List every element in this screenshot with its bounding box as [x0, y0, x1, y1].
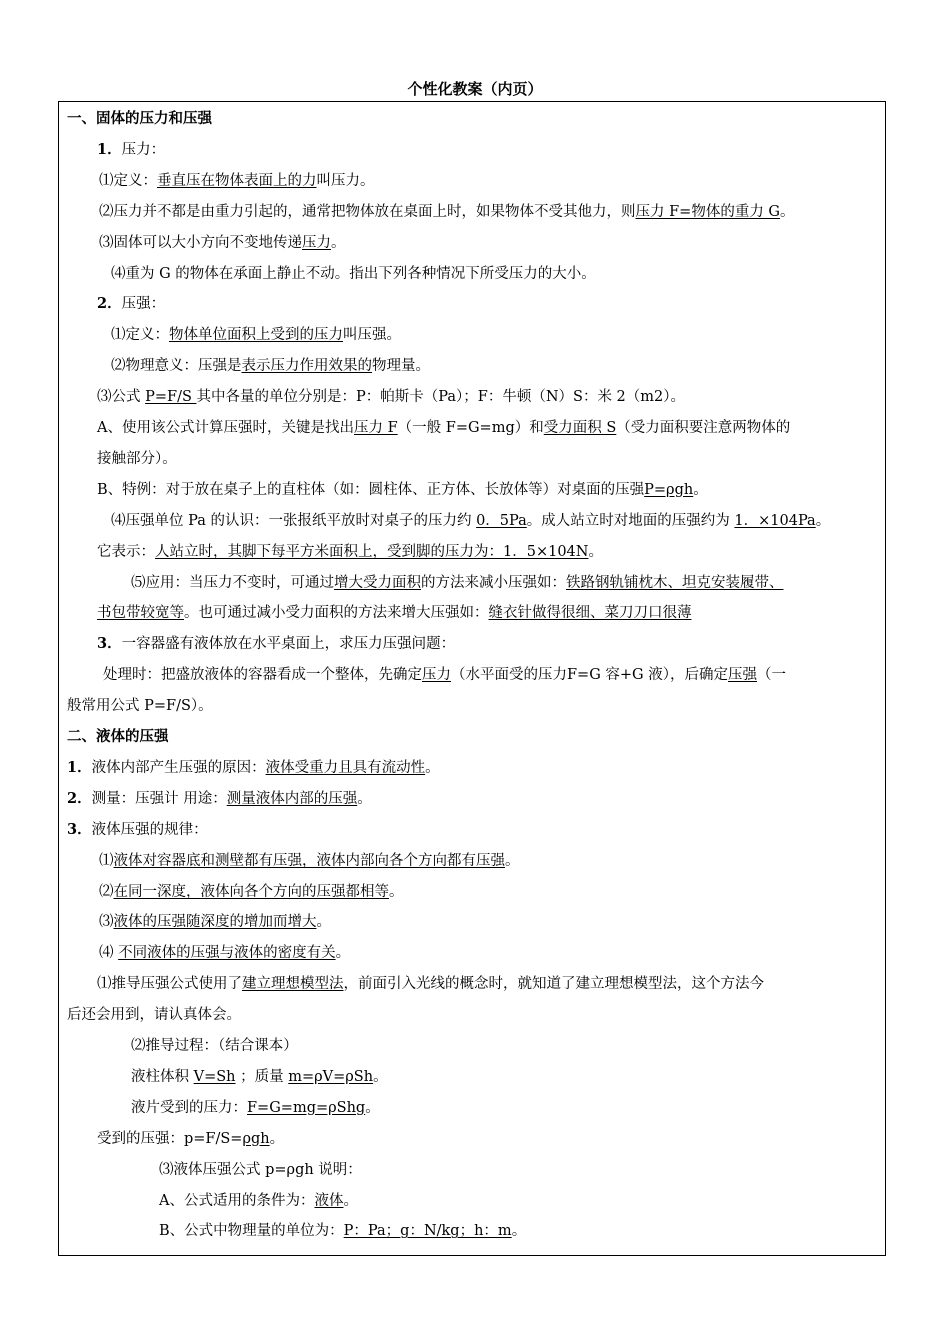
text-segment: 接触部分）。: [97, 450, 177, 467]
underlined-answer: m=ρV=ρSh: [288, 1068, 374, 1085]
page-title: 个性化教案（内页）: [407, 80, 543, 98]
text-segment: B、公式中物理量的单位为：: [159, 1223, 344, 1240]
text-line: [99, 201, 875, 223]
text-line: [67, 819, 875, 841]
text-segment: （一般 F=G=mg）和: [397, 420, 544, 436]
underlined-answer: P：Pa；g：N/kg；h：m: [343, 1223, 512, 1240]
text-line: [131, 1097, 875, 1119]
underlined-answer: 受力面积 S: [543, 420, 617, 436]
text-line: [67, 788, 875, 810]
text-segment: 测量：压强计 用途：: [91, 790, 227, 807]
text-segment: ⑴定义：: [111, 327, 169, 344]
text-segment: 的方法来减小压强如：: [421, 574, 566, 591]
text-line: [97, 1128, 875, 1150]
underlined-answer: 增大受力面积: [334, 574, 421, 591]
underlined-answer: P=F/S: [145, 389, 197, 406]
text-line: [111, 510, 875, 532]
text-segment: ⑵压力并不都是由重力引起的，通常把物体放在桌面上时，如果物体不受其他力，则: [99, 203, 636, 220]
underlined-answer: 0．5Pa: [476, 512, 527, 529]
underlined-answer: 人站立时，其脚下每平方米面积上，受到脚的压力为：1．5×104N: [155, 543, 589, 560]
text-segment: 。成人站立时对地面的压强约为: [526, 512, 735, 529]
text-line: [99, 850, 875, 872]
section-heading: [67, 108, 875, 130]
text-segment: ⑴推导压强公式使用了: [97, 976, 242, 993]
text-line: [131, 1066, 875, 1088]
text-segment: 后还会用到，请认真体会。: [67, 1007, 241, 1024]
text-line: [67, 1004, 875, 1026]
text-segment: 其中各量的单位分别是：P：帕斯卡（Pa）；F：牛顿（N）S：米 2（m2）。: [196, 389, 686, 406]
text-line: [159, 1190, 875, 1212]
text-segment: 物理量。: [372, 358, 430, 375]
text-segment: 叫压强。: [343, 327, 401, 344]
text-segment: 。: [588, 543, 603, 560]
text-line: [97, 386, 875, 408]
underlined-answer: 液体: [314, 1192, 344, 1209]
underlined-answer: 液体的压强随深度的增加而增大: [113, 914, 317, 931]
text-segment: 。: [693, 481, 708, 498]
text-line: [111, 324, 875, 346]
text-line: [99, 942, 875, 964]
section-heading: [67, 726, 875, 748]
text-line: [97, 417, 875, 439]
text-segment: 处理时：把盛放液体的容器看成一个整体，先确定: [103, 667, 422, 684]
text-segment: 。: [357, 790, 372, 807]
text-segment: 。: [511, 1223, 527, 1240]
text-line: [67, 695, 875, 717]
text-line: [99, 170, 875, 192]
underlined-answer: 压力 F=物体的重力 G: [635, 203, 781, 220]
text-segment: ⑴定义：: [99, 172, 157, 189]
underlined-answer: 压力: [422, 667, 451, 684]
text-line: [97, 139, 875, 161]
text-segment: 2．: [97, 295, 122, 313]
text-segment: 液柱体积: [131, 1068, 194, 1085]
text-segment: （一: [757, 667, 786, 684]
text-segment: 一、固体的压力和压强: [67, 110, 212, 127]
underlined-answer: ρgh: [242, 1130, 270, 1147]
text-segment: ⑴: [99, 852, 114, 869]
text-segment: （受力面积要注意两物体的: [616, 420, 791, 436]
text-line: [131, 572, 875, 594]
text-segment: ⑵物理意义：压强是: [111, 358, 242, 375]
text-line: [159, 1159, 875, 1181]
text-segment: B、特例：对于放在桌子上的直柱体（如：圆柱体、正方体、长放体等）对桌面的压强: [97, 481, 645, 498]
underlined-answer: 液体受重力且具有流动性: [265, 759, 426, 776]
text-line: [97, 541, 875, 563]
text-line: [97, 973, 875, 995]
text-segment: ⑶: [99, 914, 114, 931]
text-segment: 叫压力。: [316, 172, 375, 189]
underlined-answer: 建立理想模型法: [242, 976, 344, 993]
text-segment: 二、液体的压强: [67, 728, 169, 745]
text-segment: 它表示：: [97, 543, 155, 560]
text-line: [159, 1220, 875, 1242]
text-segment: A、使用该公式计算压强时，关键是找出: [97, 420, 354, 436]
text-segment: ，前面引入光线的概念时，就知道了建立理想模型法，这个方法今: [343, 976, 764, 993]
underlined-answer: 书包带较宽等: [97, 605, 184, 622]
underlined-answer: F=G=mg=ρShg: [247, 1099, 366, 1116]
text-segment: 。: [425, 759, 440, 776]
text-segment: 。: [365, 1099, 380, 1116]
text-line: [97, 448, 875, 470]
text-segment: ⑵推导过程：（结合课本）: [131, 1038, 298, 1054]
underlined-answer: 垂直压在物体表面上的力: [157, 172, 317, 189]
text-segment: 。: [269, 1130, 285, 1147]
text-line: [103, 664, 875, 686]
text-segment: 。也可通过减小受力面积的方法来增大压强如：: [184, 605, 489, 622]
text-segment: ⑷压强单位 Pa 的认识：一张报纸平放时对桌子的压力约: [111, 512, 477, 529]
text-line: [97, 633, 875, 655]
underlined-answer: 表示压力作用效果的: [241, 358, 372, 375]
text-line: [99, 911, 875, 933]
text-segment: 1．: [97, 140, 122, 158]
text-segment: ⑷重为 G 的物体在承面上静止不动。指出下列各种情况下所受压力的大小。: [111, 265, 596, 282]
text-segment: 。: [331, 234, 346, 251]
text-segment: 3．: [67, 820, 92, 838]
text-line: [131, 1035, 875, 1057]
underlined-answer: 压力 F: [353, 420, 398, 436]
text-segment: ⑶液体压强公式 p=ρgh 说明：: [159, 1161, 362, 1178]
text-segment: ；质量: [235, 1068, 289, 1085]
text-segment: 。: [343, 1192, 358, 1209]
text-segment: 。: [389, 883, 404, 900]
underlined-answer: 在同一深度，液体向各个方向的压强都相等: [113, 883, 389, 900]
text-segment: 液片受到的压力：: [131, 1099, 247, 1116]
text-segment: 液体内部产生压强的原因：: [91, 759, 266, 776]
underlined-answer: 液体对容器底和测壁都有压强，液体内部向各个方向都有压强: [113, 852, 505, 869]
text-segment: 般常用公式 P=F/S）。: [67, 698, 213, 715]
text-segment: 2．: [67, 789, 92, 807]
text-line: [97, 479, 875, 501]
text-segment: 3．: [97, 635, 122, 653]
text-segment: ⑸应用：当压力不变时，可通过: [131, 574, 334, 591]
text-segment: ⑵: [99, 883, 114, 900]
text-segment: 。: [316, 914, 331, 931]
text-segment: 。: [815, 512, 831, 529]
underlined-answer: 1．×104Pa: [734, 512, 816, 529]
text-segment: 1．: [67, 758, 92, 776]
text-line: [99, 232, 875, 254]
text-segment: 受到的压强：p=F/S=: [97, 1130, 243, 1147]
text-segment: 。: [335, 945, 351, 962]
underlined-answer: 物体单位面积上受到的压力: [169, 327, 343, 344]
underlined-answer: P=ρgh: [644, 481, 694, 498]
text-line: [97, 293, 875, 315]
text-line: [99, 881, 875, 903]
text-segment: 。: [505, 852, 520, 869]
text-segment: 压强：: [121, 296, 166, 313]
text-line: [97, 602, 875, 624]
text-segment: （水平面受的压力F=G 容+G 液），后确定: [451, 667, 728, 684]
underlined-answer: 压力: [302, 234, 331, 251]
underlined-answer: 压强: [728, 667, 757, 684]
text-segment: 。: [373, 1068, 388, 1085]
text-segment: ⑶固体可以大小方向不变地传递: [99, 234, 302, 251]
underlined-answer: V=Sh: [193, 1068, 236, 1085]
underlined-answer: 不同液体的压强与液体的密度有关: [118, 945, 336, 962]
lesson-content-box: [58, 101, 886, 1256]
text-segment: 。: [780, 203, 795, 220]
text-line: [67, 757, 875, 779]
underlined-answer: 测量液体内部的压强: [226, 790, 358, 807]
text-line: [111, 263, 875, 285]
text-line: [111, 355, 875, 377]
text-segment: ⑶公式: [97, 389, 146, 406]
text-segment: 液体压强的规律：: [91, 821, 208, 838]
text-segment: A、公式适用的条件为：: [159, 1192, 315, 1209]
text-segment: 压力：: [121, 141, 166, 158]
underlined-answer: 缝衣针做得很细、菜刀刀口很薄: [488, 605, 692, 622]
underlined-answer: 铁路钢轨铺枕木、坦克安装履带、: [566, 574, 784, 591]
text-segment: 一容器盛有液体放在水平桌面上，求压力压强问题：: [121, 636, 456, 653]
text-segment: ⑷: [99, 945, 119, 962]
